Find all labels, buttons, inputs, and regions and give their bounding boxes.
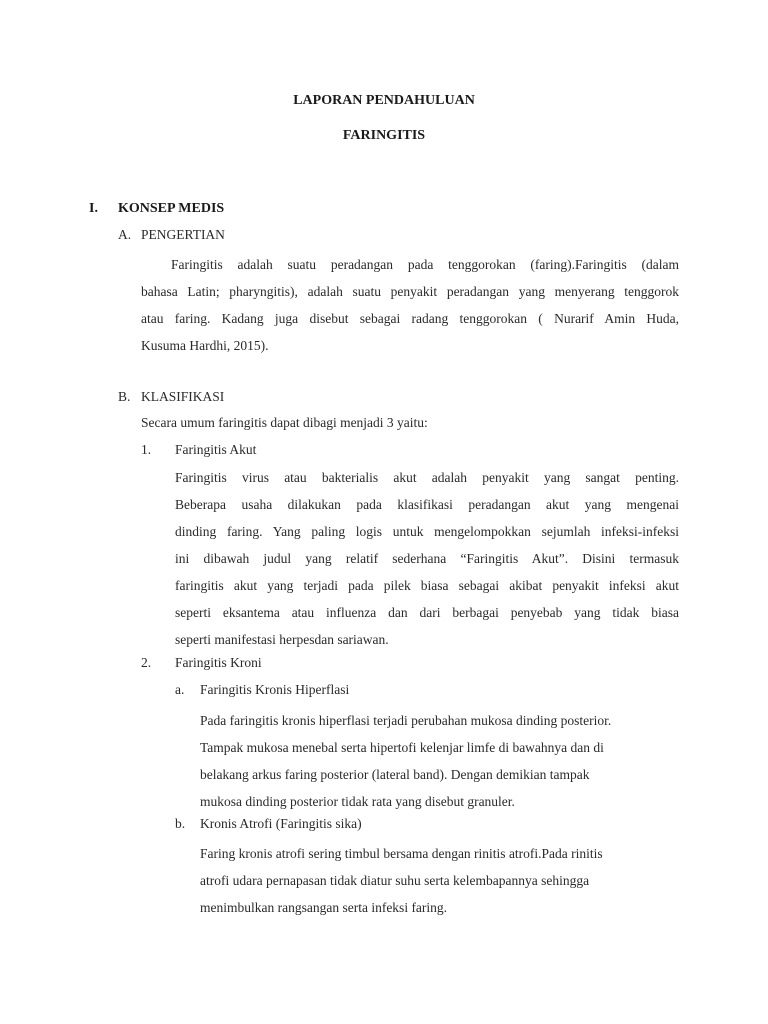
section-title: KONSEP MEDIS — [118, 201, 225, 216]
subsection-a-title: PENGERTIAN — [141, 227, 225, 242]
paragraph-line: atau faring. Kadang juga disebut sebagai radang tenggorokan ( Nurarif Amin Huda, — [141, 311, 679, 326]
paragraph-line: dinding faring. Yang paling logis untuk mengelompokkan sejumlah infeksi-infeksi — [175, 524, 679, 539]
paragraph-line: bahasa Latin; pharyngitis), adalah suatu penyakit peradangan yang menyerang tenggorok — [141, 284, 679, 299]
paragraph-line: atrofi udara pernapasan tidak diatur suhu serta kelembapannya sehingga — [200, 873, 590, 888]
paragraph-line: Faringitis virus atau bakterialis akut adalah penyakit yang sangat penting. — [175, 470, 679, 485]
sub-item-b-letter: b. — [175, 816, 186, 831]
subsection-a-letter: A. — [118, 227, 132, 242]
sub-item-b-paragraph — [200, 840, 660, 921]
paragraph-line: Kusuma Hardhi, 2015). — [141, 338, 269, 353]
pengertian-paragraph — [141, 251, 679, 359]
sub-item-a-paragraph — [200, 707, 660, 815]
subsection-b-title: KLASIFIKASI — [141, 389, 225, 404]
sub-item-a-letter: a. — [175, 682, 185, 697]
paragraph-line: menimbulkan rangsangan serta infeksi faring. — [200, 900, 448, 915]
item-1-number: 1. — [141, 442, 152, 457]
klasifikasi-intro: Secara umum faringitis dapat dibagi menjadi 3 yaitu: — [141, 415, 428, 430]
subsection-b-letter: B. — [118, 389, 131, 404]
item-1-paragraph — [175, 464, 679, 653]
paragraph-line: seperti eksantema atau influenza dan dari berbagai penyebab yang tidak biasa — [175, 605, 679, 620]
paragraph-line: Faringitis adalah suatu peradangan pada tenggorokan (faring).Faringitis (dalam — [171, 257, 679, 272]
item-2-title: Faringitis Kroni — [175, 655, 262, 670]
document-subtitle: FARINGITIS — [342, 128, 426, 143]
item-2-number: 2. — [141, 655, 152, 670]
document-title: LAPORAN PENDAHULUAN — [293, 93, 475, 108]
paragraph-line: Tampak mukosa menebal serta hipertofi kelenjar limfe di bawahnya dan di — [200, 740, 604, 755]
sub-item-a-title: Faringitis Kronis Hiperflasi — [200, 682, 350, 697]
paragraph-line: belakang arkus faring posterior (lateral band). Dengan demikian tampak — [200, 767, 590, 782]
paragraph-line: faringitis akut yang terjadi pada pilek biasa sebagai akibat penyakit infeksi akut — [175, 578, 679, 593]
paragraph-line: Faring kronis atrofi sering timbul bersama dengan rinitis atrofi.Pada rinitis — [200, 846, 603, 861]
paragraph-line: seperti manifestasi herpesdan sariawan. — [175, 632, 389, 647]
paragraph-line: ini dibawah judul yang relatif sederhana “Faringitis Akut”. Disini termasuk — [175, 551, 679, 566]
paragraph-line: Pada faringitis kronis hiperflasi terjadi perubahan mukosa dinding posterior. — [200, 713, 612, 728]
section-number: I. — [89, 201, 98, 216]
item-1-title: Faringitis Akut — [175, 442, 257, 457]
sub-item-b-title: Kronis Atrofi (Faringitis sika) — [200, 816, 362, 831]
paragraph-line: Beberapa usaha dilakukan pada klasifikasi peradangan akut yang mengenai — [175, 497, 679, 512]
paragraph-line: mukosa dinding posterior tidak rata yang disebut granuler. — [200, 794, 515, 809]
